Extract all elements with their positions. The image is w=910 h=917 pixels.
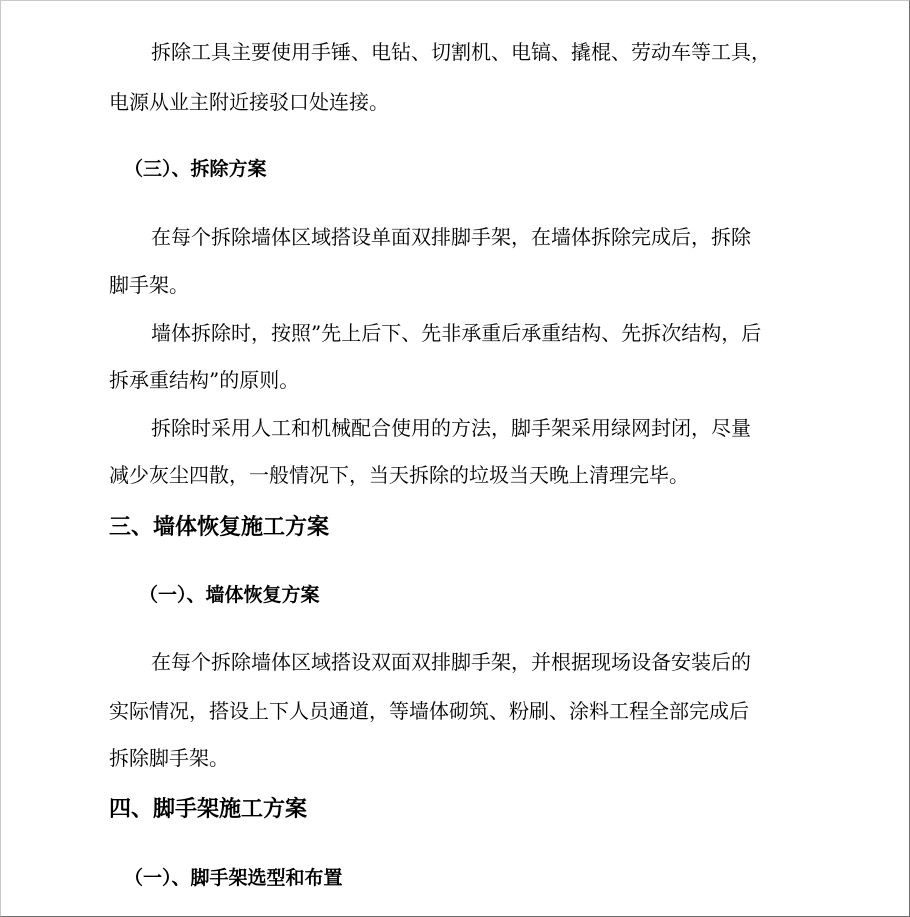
heading-scaffold-construction: 四、脚手架施工方案 [109, 797, 308, 822]
para-method-line-1: 拆除时采用人工和机械配合使用的方法，脚手架采用绿网封闭，尽量 [151, 416, 751, 440]
para-tools-line-1: 拆除工具主要使用手锤、电钻、切割机、电镐、撬棍、劳动车等工具， [151, 40, 771, 64]
para-restoration-line-1: 在每个拆除墙体区域搭设双面双排脚手架，并根据现场设备安装后的 [151, 650, 751, 674]
heading-wall-restoration: 三、墙体恢复施工方案 [109, 515, 330, 540]
para-restoration-line-2: 实际情况，搭设上下人员通道，等墙体砌筑、粉刷、涂料工程全部完成后 [109, 699, 749, 723]
para-principle-line-2: 拆承重结构”的原则。 [109, 368, 300, 392]
para-scaffold-line-1: 在每个拆除墙体区域搭设单面双排脚手架，在墙体拆除完成后，拆除 [151, 225, 751, 249]
heading-demolition-plan: （三）、拆除方案 [124, 158, 267, 180]
para-scaffold-line-2: 脚手架。 [109, 273, 189, 297]
heading-wall-restoration-plan: （一）、墙体恢复方案 [139, 584, 320, 606]
para-tools-line-2: 电源从业主附近接驳口处连接。 [109, 90, 389, 114]
para-principle-line-1: 墙体拆除时，按照”先上后下、先非承重后承重结构、先拆次结构，后 [151, 321, 762, 345]
para-restoration-line-3: 拆除脚手架。 [109, 746, 229, 770]
heading-scaffold-selection: （一）、脚手架选型和布置 [124, 867, 343, 889]
para-method-line-2: 减少灰尘四散，一般情况下，当天拆除的垃圾当天晚上清理完毕。 [109, 463, 689, 487]
